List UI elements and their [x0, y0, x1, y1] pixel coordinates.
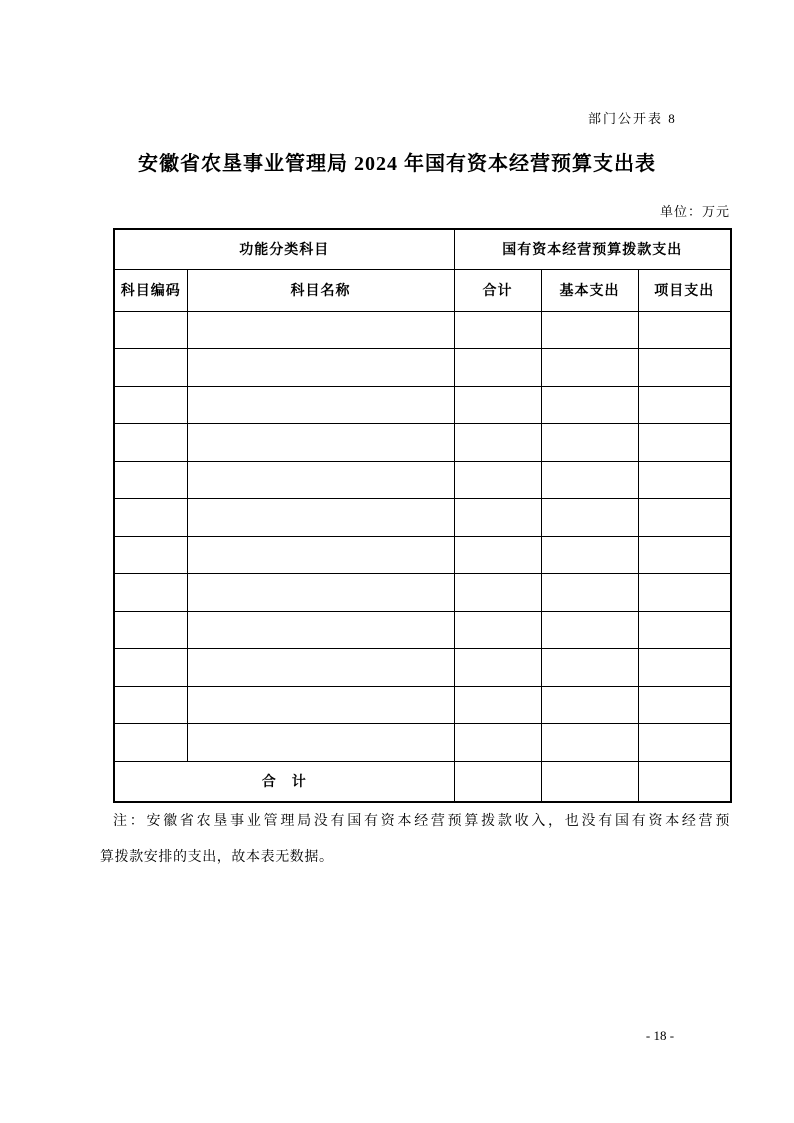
group-header-function-classification: 功能分类科目	[114, 229, 454, 269]
group-header-appropriation-expenditure: 国有资本经营预算拨款支出	[454, 229, 731, 269]
table-cell	[454, 461, 541, 499]
table-row	[114, 574, 731, 612]
table-cell	[114, 536, 187, 574]
table-row	[114, 311, 731, 349]
table-cell	[541, 724, 638, 762]
table-group-header-row	[114, 229, 731, 269]
table-cell	[114, 311, 187, 349]
table-column-header-row	[114, 269, 731, 311]
col-header-subject-code: 科目编码	[114, 269, 187, 311]
table-cell	[454, 499, 541, 537]
table-cell	[638, 574, 731, 612]
table-cell	[187, 724, 454, 762]
table-cell	[187, 536, 454, 574]
table-cell	[114, 649, 187, 687]
col-header-project-expenditure: 项目支出	[638, 269, 731, 311]
total-cell-total	[454, 761, 541, 802]
table-cell	[638, 311, 731, 349]
table-cell	[541, 686, 638, 724]
total-cell-basic	[541, 761, 638, 802]
table-row	[114, 649, 731, 687]
table-cell	[187, 386, 454, 424]
table-cell	[454, 386, 541, 424]
table-cell	[187, 349, 454, 387]
total-row-label: 合 计	[114, 761, 454, 802]
table-row	[114, 461, 731, 499]
col-header-basic-expenditure: 基本支出	[541, 269, 638, 311]
table-cell	[638, 461, 731, 499]
table-cell	[638, 611, 731, 649]
table-cell	[541, 536, 638, 574]
table-cell	[454, 574, 541, 612]
table-cell	[541, 611, 638, 649]
table-cell	[541, 386, 638, 424]
table-cell	[187, 424, 454, 462]
table-cell	[114, 386, 187, 424]
table-cell	[454, 724, 541, 762]
table-cell	[541, 574, 638, 612]
table-cell	[187, 499, 454, 537]
table-cell	[187, 686, 454, 724]
table-cell	[541, 461, 638, 499]
table-cell	[454, 349, 541, 387]
table-cell	[454, 536, 541, 574]
table-row	[114, 536, 731, 574]
table-cell	[541, 349, 638, 387]
table-cell	[187, 611, 454, 649]
col-header-subject-name: 科目名称	[187, 269, 454, 311]
table-cell	[638, 649, 731, 687]
corner-label: 部门公开表 8	[588, 111, 677, 126]
table-row	[114, 499, 731, 537]
table-cell	[638, 536, 731, 574]
table-cell	[114, 724, 187, 762]
table-row	[114, 349, 731, 387]
table-cell	[541, 499, 638, 537]
table-cell	[187, 461, 454, 499]
table-cell	[541, 424, 638, 462]
table-cell	[187, 649, 454, 687]
table-cell	[638, 386, 731, 424]
table-cell	[454, 424, 541, 462]
table-cell	[454, 311, 541, 349]
table-cell	[114, 349, 187, 387]
table-cell	[187, 574, 454, 612]
table-cell	[454, 611, 541, 649]
table-cell	[114, 611, 187, 649]
footnote-line: 注：安徽省农垦事业管理局没有国有资本经营预算拨款收入，也没有国有资本经营预	[113, 814, 730, 829]
table-cell	[541, 649, 638, 687]
table-cell	[541, 311, 638, 349]
unit-label: 单位：万元	[659, 204, 730, 219]
table-cell	[187, 311, 454, 349]
table-cell	[114, 686, 187, 724]
total-cell-project	[638, 761, 731, 802]
table-row	[114, 686, 731, 724]
table-row	[114, 611, 731, 649]
table-cell	[638, 424, 731, 462]
table-row	[114, 386, 731, 424]
table-cell	[114, 574, 187, 612]
table-row	[114, 724, 731, 762]
page-title: 安徽省农垦事业管理局 2024 年国有资本经营预算支出表	[138, 153, 656, 175]
footnote	[100, 804, 730, 876]
col-header-total: 合计	[454, 269, 541, 311]
budget-table	[113, 228, 732, 803]
table-cell	[638, 499, 731, 537]
total-row	[114, 761, 731, 802]
table-cell	[114, 461, 187, 499]
footnote-line: 算拨款安排的支出，故本表无数据。	[100, 850, 334, 865]
table-cell	[638, 724, 731, 762]
table-cell	[638, 349, 731, 387]
page-number: - 18 -	[645, 1028, 675, 1043]
table-cell	[114, 499, 187, 537]
table-cell	[114, 424, 187, 462]
table-cell	[454, 649, 541, 687]
table-body	[114, 311, 731, 761]
table-cell	[454, 686, 541, 724]
table-cell	[638, 686, 731, 724]
table-row	[114, 424, 731, 462]
